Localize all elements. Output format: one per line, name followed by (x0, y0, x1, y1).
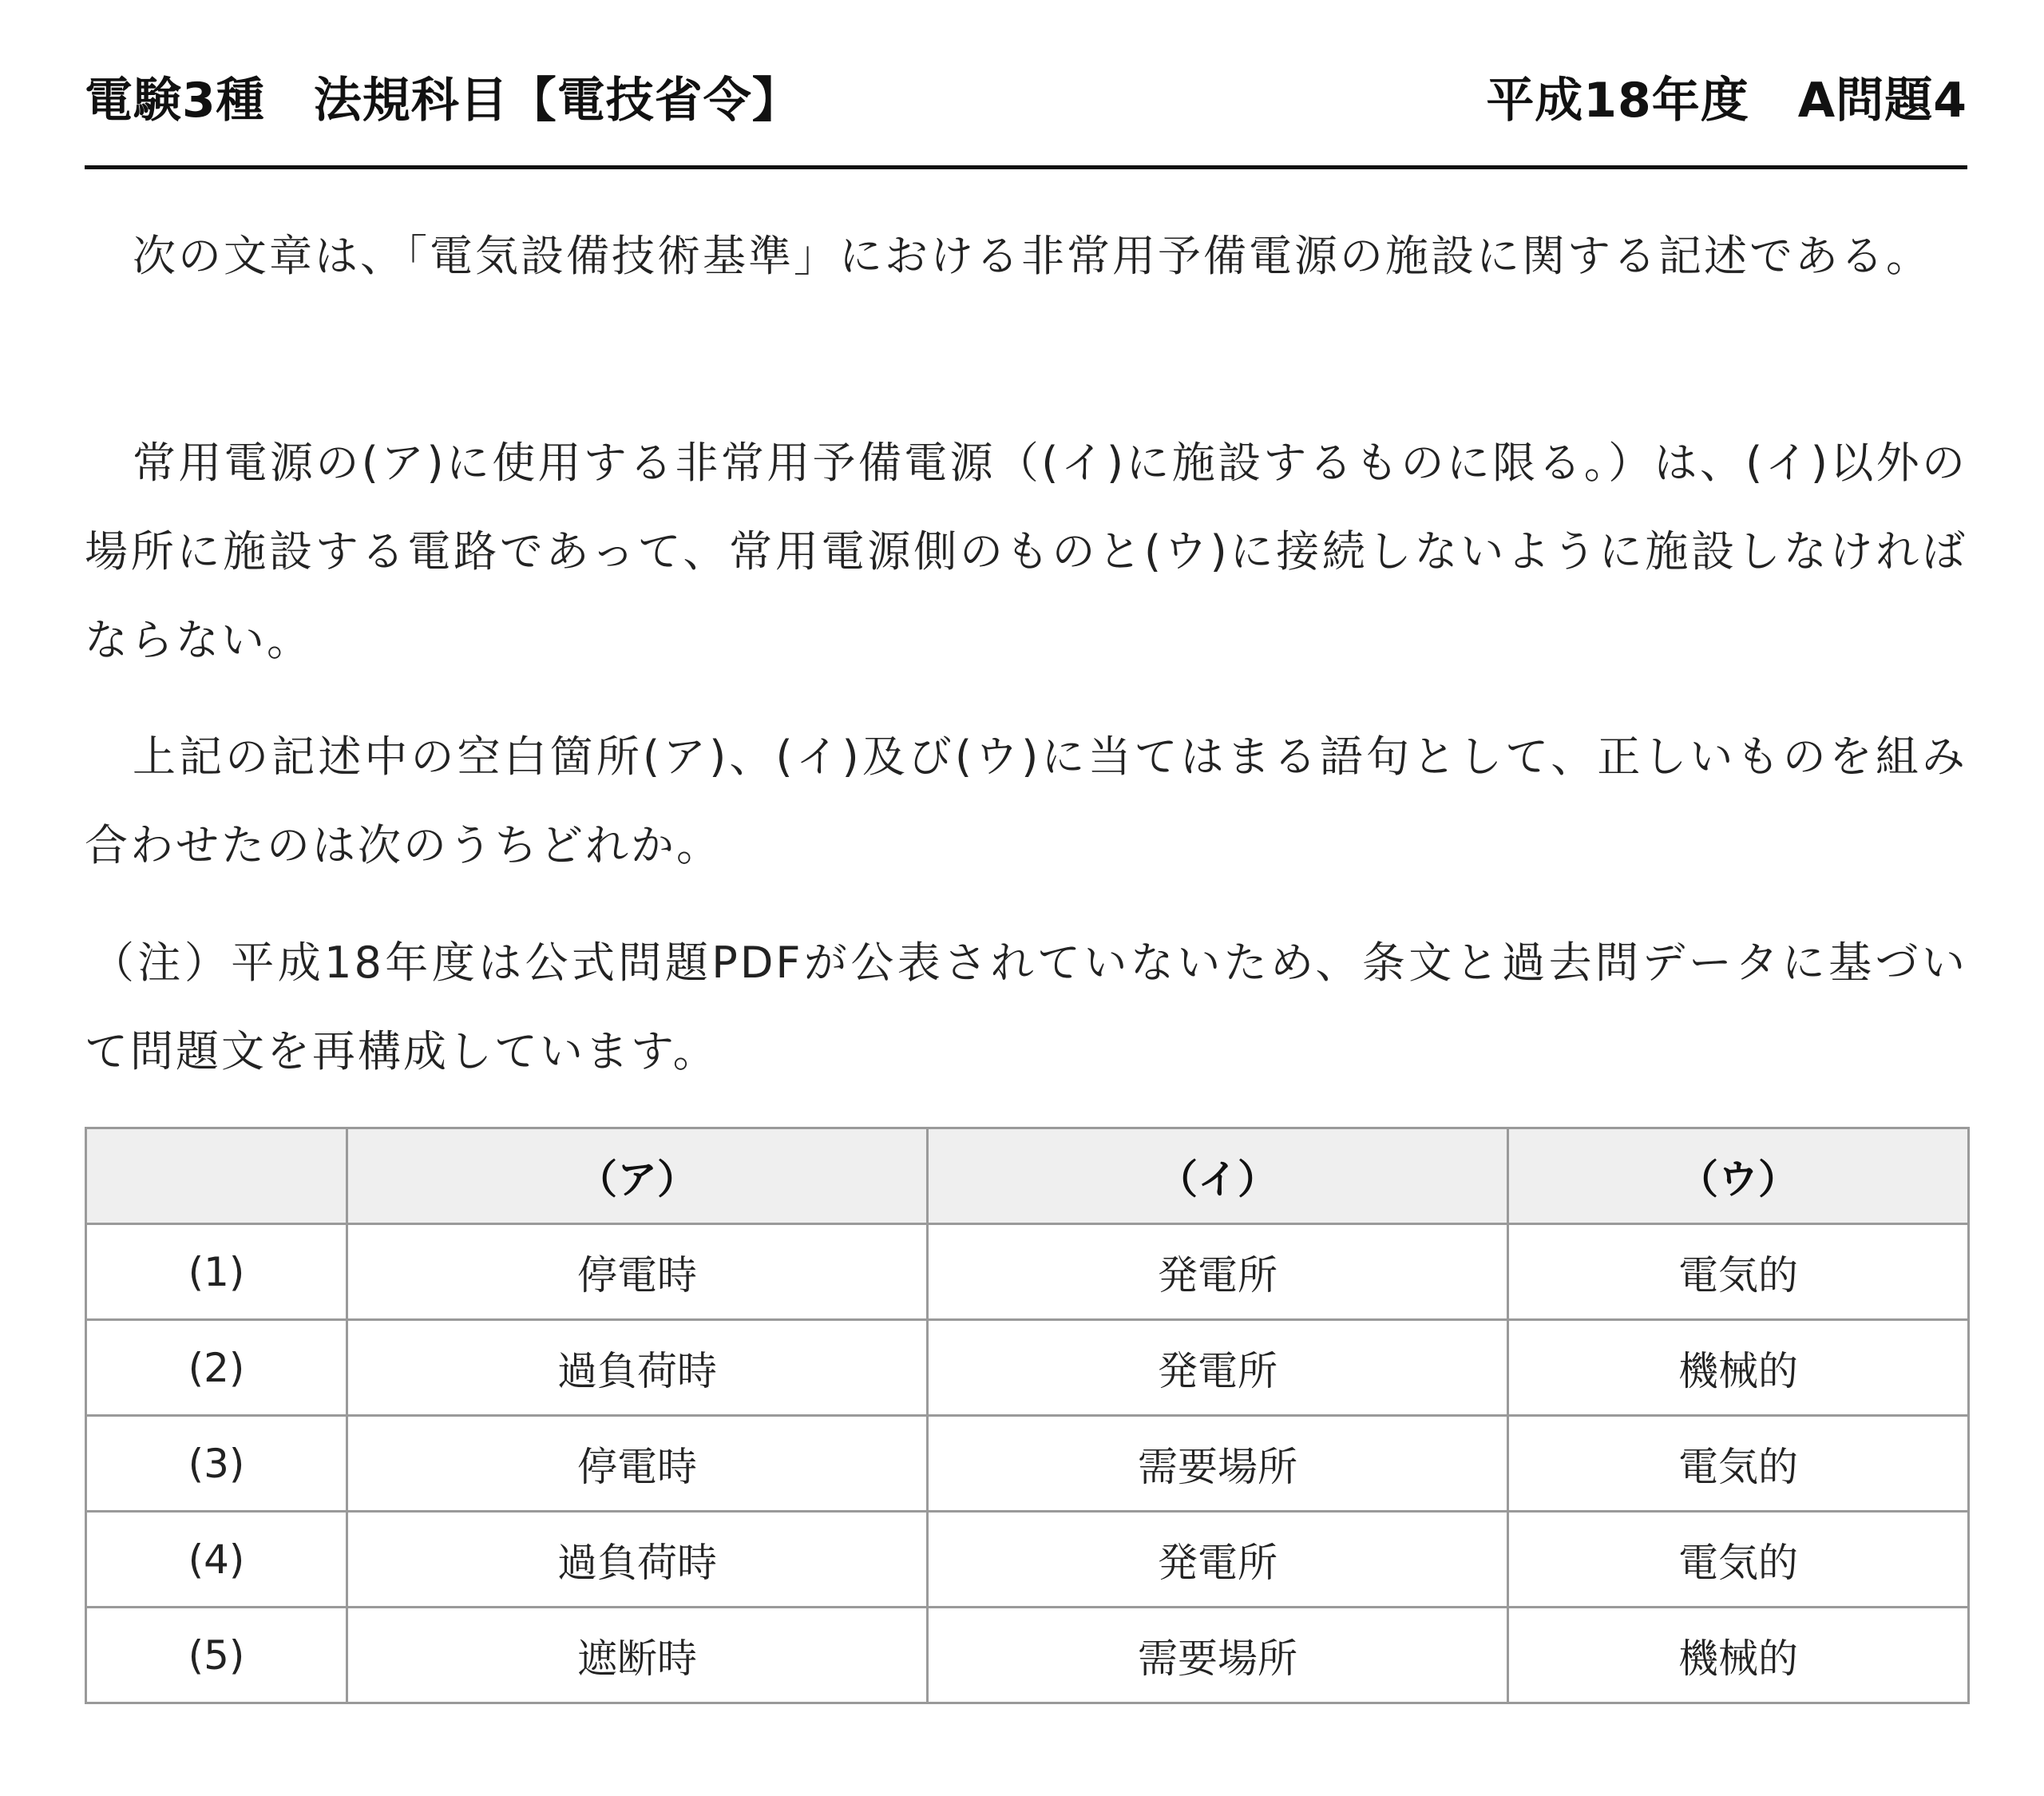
cell-i: 需要場所 (928, 1416, 1508, 1512)
cell-i: 発電所 (928, 1320, 1508, 1416)
question-paragraph: 上記の記述中の空白箇所(ア)、(イ)及び(ウ)に当てはまる語句として、正しいものを組み合わせたのは次のうちどれか。 (85, 731, 1967, 870)
table-row (86, 1416, 1969, 1512)
statute-paragraph: 常用電源の(ア)に使用する非常用予備電源（(イ)に施設するものに限る。）は、(イ)以外の場所に施設する電路であって、常用電源側のものと(ウ)に接続しないように施設しなければならない。 (85, 438, 1967, 665)
header-cell-a: （ア） (347, 1128, 928, 1224)
cell-i: 発電所 (928, 1512, 1508, 1608)
choice-number: (2) (86, 1320, 347, 1416)
cell-u: 電気的 (1508, 1224, 1969, 1320)
note-paragraph: （注）平成18年度は公式問題PDFが公表されていないため、条文と過去問データに基づいて問題文を再構成しています。 (85, 938, 1967, 1076)
cell-a: 遮断時 (347, 1608, 928, 1703)
document-page (85, 0, 1967, 1682)
choice-number: (3) (86, 1416, 347, 1512)
choice-number: (5) (86, 1608, 347, 1703)
choice-number: (1) (86, 1224, 347, 1320)
table-row (86, 1512, 1969, 1608)
cell-u: 機械的 (1508, 1320, 1969, 1416)
cell-a: 停電時 (347, 1416, 928, 1512)
header-cell-blank (86, 1128, 347, 1224)
cell-u: 電気的 (1508, 1416, 1969, 1512)
table-row (86, 1608, 1969, 1703)
exam-year-question: 平成18年度 A問題4 (1486, 73, 1967, 129)
cell-a: 過負荷時 (347, 1512, 928, 1608)
table-row (86, 1320, 1969, 1416)
cell-u: 機械的 (1508, 1608, 1969, 1703)
table-row (86, 1224, 1969, 1320)
cell-u: 電気的 (1508, 1512, 1969, 1608)
header-cell-u: （ウ） (1508, 1128, 1969, 1224)
table-header-row (86, 1128, 1969, 1224)
choice-number: (4) (86, 1512, 347, 1608)
cell-i: 発電所 (928, 1224, 1508, 1320)
cell-a: 停電時 (347, 1224, 928, 1320)
cell-i: 需要場所 (928, 1608, 1508, 1703)
answer-choices-table (85, 1127, 1970, 1704)
subject-title: 電験3種 法規科目【電技省令】 (85, 73, 801, 129)
page-header (85, 0, 1967, 169)
cell-a: 過負荷時 (347, 1320, 928, 1416)
header-cell-i: （イ） (928, 1128, 1508, 1224)
intro-paragraph: 次の文章は、「電気設備技術基準」における非常用予備電源の施設に関する記述である。 (133, 231, 1931, 281)
